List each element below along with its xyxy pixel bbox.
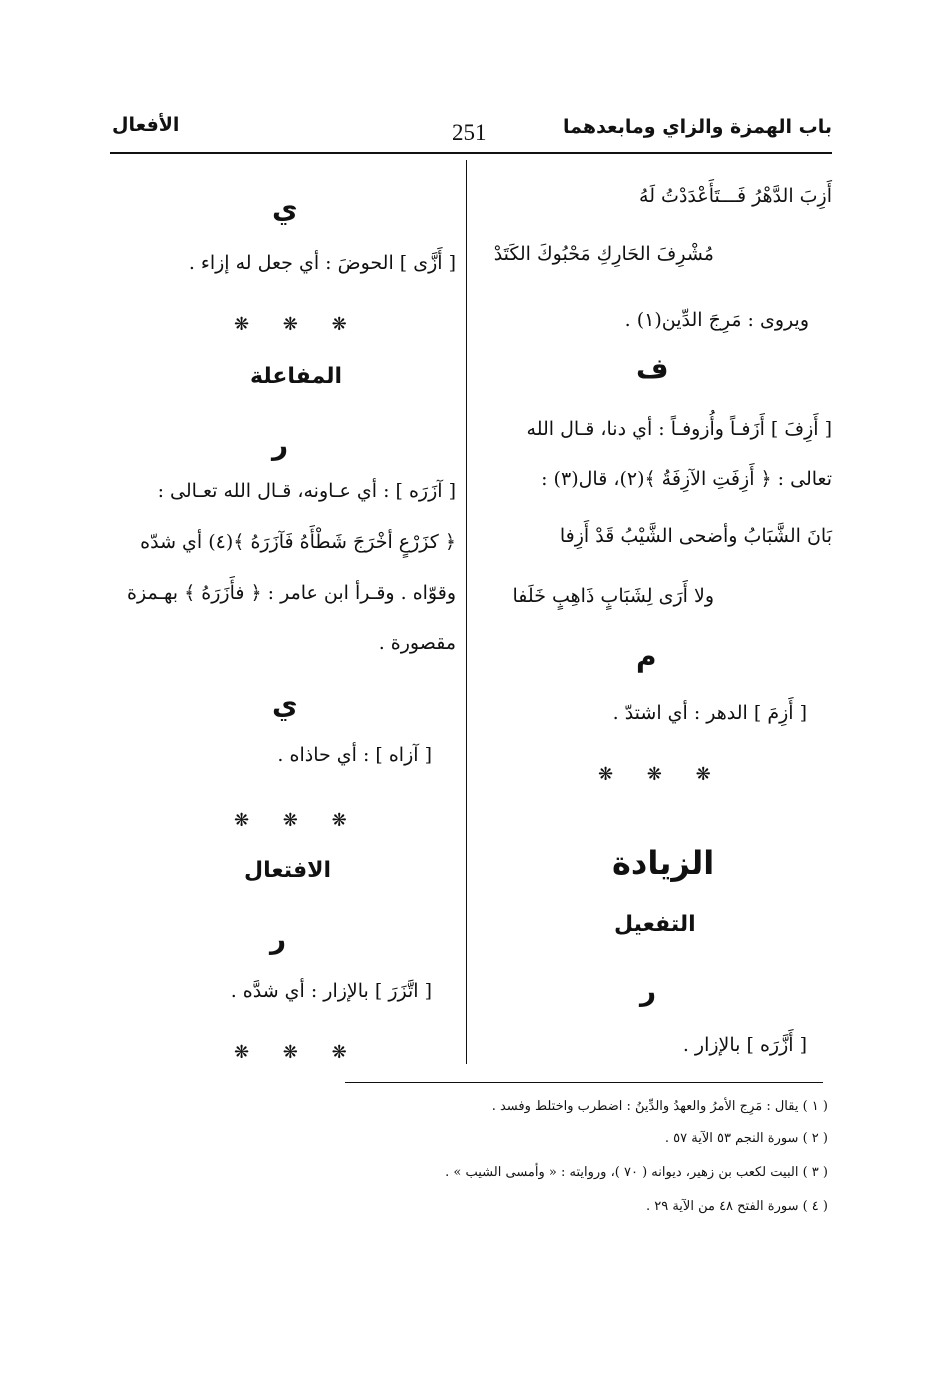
azarahu-line-3: وقوّاه . وقـرأ ابن عامر : ﴿ فأَزَرَهُ ﴾ بهـمزة bbox=[127, 582, 456, 604]
azzarahu-line: [ أَزَّرَه ] بالإزار . bbox=[682, 1034, 807, 1056]
letter-mim-heading: م bbox=[636, 640, 657, 673]
section-separator-stars-1: ❋ ❋ ❋ bbox=[234, 314, 361, 335]
azarahu-line-1: [ آزَرَه ] : أي عـاونه، قـال الله تعـالى : bbox=[157, 480, 456, 502]
azahu-line: [ آزاه ] : أي حاذاه . bbox=[277, 744, 432, 766]
letter-ra-heading-2: ر bbox=[270, 922, 287, 955]
azima-line: [ أَزِمَ ] الدهر : أي اشتدّ . bbox=[612, 702, 807, 724]
mufaala-heading: المفاعلة bbox=[250, 364, 342, 389]
section-separator-stars: ❋ ❋ ❋ bbox=[598, 764, 725, 785]
yurwa-line: ويروى : مَرِجَ الدِّين(١) . bbox=[624, 309, 809, 331]
footnote-2: ( ٢ ) سورة النجم ٥٣ الآية ٥٧ . bbox=[664, 1131, 828, 1146]
letter-ra-heading: ر bbox=[640, 974, 657, 1007]
verse-2-line-1: بَانَ الشَّبَابُ وأضحى الشَّيْبُ قَدْ أَزِفا bbox=[559, 525, 832, 547]
page-number: 251 bbox=[452, 120, 487, 145]
iftial-heading: الافتعال bbox=[244, 858, 332, 883]
ziyada-heading: الزيادة bbox=[612, 844, 715, 882]
section-separator-stars-3: ❋ ❋ ❋ bbox=[234, 1042, 361, 1063]
azza-line: [ أَزَّى ] الحوضَ : أي جعل له إزاء . bbox=[188, 252, 456, 274]
verse-2-line-2: ولا أَرَى لِشَبَابٍ ذَاهِبٍ خَلَفا bbox=[512, 585, 714, 607]
verse-1-line-2: مُشْرِفَ الحَارِكِ مَحْبُوكَ الكَتَدْ bbox=[493, 243, 714, 265]
azifa-line-2: تعالى : ﴿ أَزِفَتِ الآزِفَةُ ﴾(٢)، قال(٣) : bbox=[541, 468, 832, 490]
verse-1-line-1: أَزِبَ الدَّهْرُ فَـــتَأَعْدَدْتُ لَهُ bbox=[639, 185, 832, 207]
column-divider bbox=[466, 160, 467, 1064]
azarahu-line-4: مقصورة . bbox=[378, 632, 456, 654]
letter-ya-heading-1: ي bbox=[272, 192, 298, 225]
letter-ya-heading-2: ي bbox=[272, 688, 298, 721]
running-header-chapter: الأفعال bbox=[112, 114, 180, 136]
section-separator-stars-2: ❋ ❋ ❋ bbox=[234, 810, 361, 831]
footnote-4: ( ٤ ) سورة الفتح ٤٨ من الآية ٢٩ . bbox=[645, 1199, 828, 1214]
footnote-3: ( ٣ ) البيت لكعب بن زهير، ديوانه ( ٧٠ )، وروايته : « وأمسى الشيب » . bbox=[445, 1165, 828, 1180]
footnote-1: ( ١ ) يقال : مَرِج الأمرُ والعهدُ والدِّينُ : اضطرب واختلط وفسد . bbox=[491, 1099, 828, 1114]
azifa-line-1: [ أَزِفَ ] أَزَفـاً وأُزوفـاً : أي دنا، قـال الله bbox=[526, 418, 832, 440]
header-rule bbox=[110, 152, 832, 154]
ittazara-line: [ اتَّزَرَ ] بالإزار : أي شدَّه . bbox=[230, 980, 432, 1002]
tafil-heading: التفعيل bbox=[614, 912, 696, 937]
azarahu-line-2: ﴿ كزَرْعٍ أخْرَجَ شَطْأَهُ فَآزَرَهُ ﴾(٤) أي شدّه bbox=[140, 531, 456, 553]
letter-fa-heading: ف bbox=[636, 352, 669, 385]
letter-ra-heading-1: ر bbox=[272, 428, 289, 461]
running-header-section: باب الهمزة والزاي ومابعدهما bbox=[563, 116, 832, 138]
footnote-rule bbox=[345, 1082, 823, 1083]
